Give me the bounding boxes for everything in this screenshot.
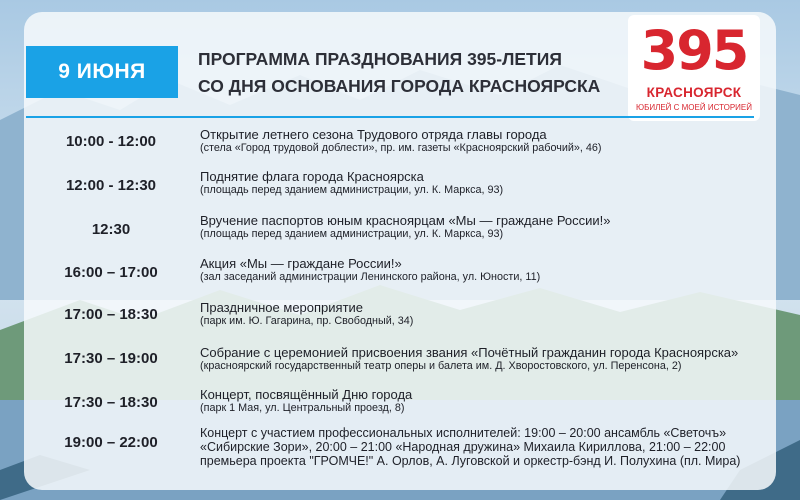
event-details xyxy=(200,426,760,468)
event-title: Открытие летнего сезона Трудового отряда главы города xyxy=(200,127,547,142)
event-title: Собрание с церемонией присвоения звания «Почётный гражданин города Красноярска» xyxy=(200,345,739,360)
program-title-line-2: СО ДНЯ ОСНОВАНИЯ ГОРОДА КРАСНОЯРСКА xyxy=(198,76,601,96)
event-time: 12:00 - 12:30 xyxy=(65,177,157,194)
event-time: 17:30 – 19:00 xyxy=(64,350,158,367)
event-description-line-1: Концерт с участием профессиональных исполнителей: 19:00 – 20:00 ансамбль «Светочъ» xyxy=(200,426,727,440)
event-place: (площадь перед зданием администрации, ул. К. Маркса, 93) xyxy=(200,228,504,240)
event-place: (парк им. Ю. Гагарина, пр. Свободный, 34) xyxy=(200,315,414,327)
event-details xyxy=(200,214,760,241)
event-details xyxy=(200,128,760,155)
logo-number: 395 xyxy=(640,19,748,82)
date-badge: 9 ИЮНЯ xyxy=(26,46,178,98)
event-place: (стела «Город трудовой доблести», пр. им. газеты «Красноярский рабочий», 46) xyxy=(200,142,602,154)
event-time: 19:00 – 22:00 xyxy=(64,434,158,451)
event-place: (парк 1 Мая, ул. Центральный проезд, 8) xyxy=(200,402,405,414)
event-title: Концерт, посвящённый Дню города xyxy=(200,387,413,402)
event-time: 10:00 - 12:00 xyxy=(65,133,157,150)
event-details xyxy=(200,170,760,197)
event-place: (красноярский государственный театр оперы и балета им. Д. Хворостовского, ул. Перенсона, 2) xyxy=(200,360,682,372)
logo-tagline: ЮБИЛЕЙ С МОЕЙ ИСТОРИЕЙ xyxy=(635,103,753,112)
event-time: 17:30 – 18:30 xyxy=(64,394,158,411)
event-title: Поднятие флага города Красноярска xyxy=(200,169,424,184)
event-description-line-3: премьера проекта "ГРОМЧЕ!" А. Орлов, А. Луговской и оркестр-бэнд И. Полухина (пл. Мира) xyxy=(200,454,741,468)
program-title xyxy=(198,46,618,100)
event-time: 16:00 – 17:00 xyxy=(64,264,158,281)
event-details xyxy=(200,257,760,284)
anniversary-logo xyxy=(628,15,760,121)
event-details xyxy=(200,346,760,373)
event-title: Праздничное мероприятие xyxy=(200,300,364,315)
event-time: 12:30 xyxy=(91,221,131,238)
program-title-line-1: ПРОГРАММА ПРАЗДНОВАНИЯ 395-ЛЕТИЯ xyxy=(198,49,562,69)
event-title: Акция «Мы — граждане России!» xyxy=(200,256,402,271)
event-title: Вручение паспортов юным красноярцам «Мы — граждане России!» xyxy=(200,213,611,228)
logo-city: КРАСНОЯРСК xyxy=(646,85,742,100)
event-place: (зал заседаний администрации Ленинского района, ул. Юности, 11) xyxy=(200,271,541,283)
event-description-line-2: «Сибирские Зори», 20:00 – 21:00 «Народная дружина» Михаила Кириллова, 21:00 – 22:00 xyxy=(200,440,726,454)
event-time: 17:00 – 18:30 xyxy=(64,306,158,323)
header-divider xyxy=(26,116,754,118)
event-details xyxy=(200,301,760,328)
event-place: (площадь перед зданием администрации, ул. К. Маркса, 93) xyxy=(200,184,504,196)
event-details xyxy=(200,388,760,415)
